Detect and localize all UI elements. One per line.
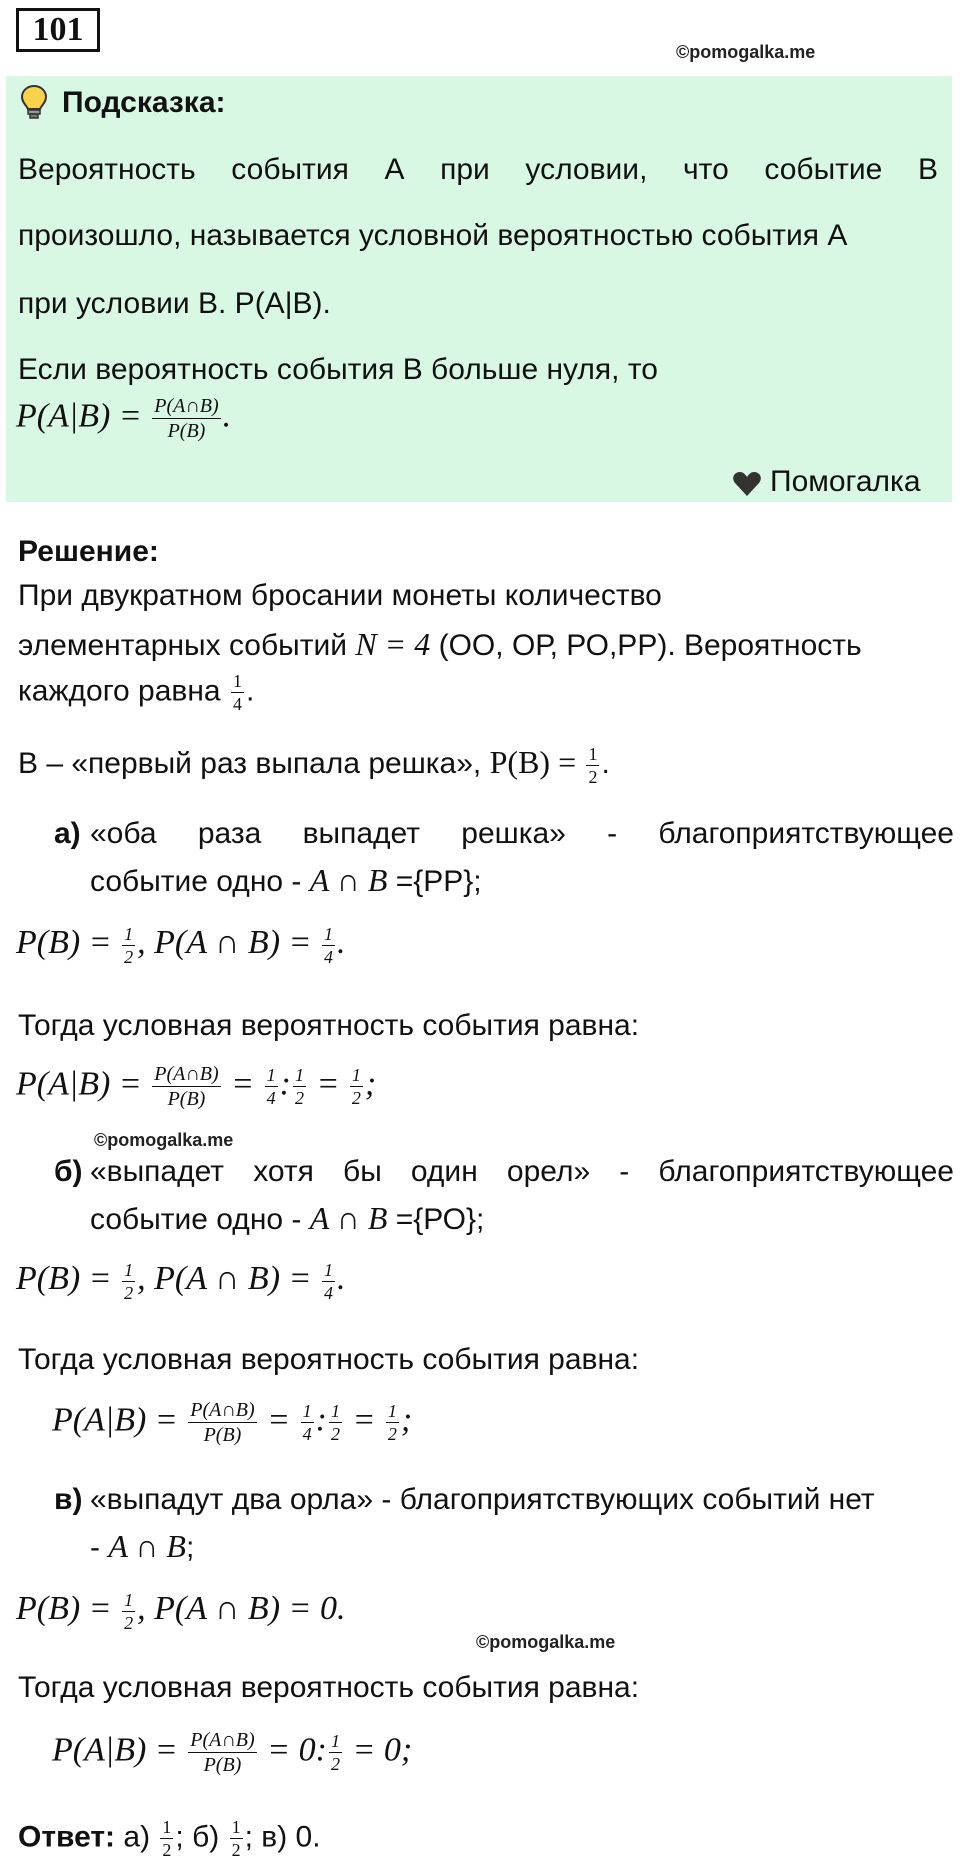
part-a-line2-b: ={РР};	[395, 865, 482, 898]
part-c-res-lhs: P(A|B) =	[52, 1731, 178, 1769]
hint-formula	[16, 396, 231, 441]
part-b-colon: :	[315, 1401, 327, 1439]
part-c-label: в)	[54, 1483, 83, 1516]
part-c-line2	[90, 1528, 194, 1566]
part-a-pab-den: 4	[323, 946, 333, 967]
solution-p4	[18, 744, 610, 786]
part-b-f3-den: 2	[387, 1424, 397, 1444]
solution-p2	[18, 626, 862, 664]
answer-a-frac	[160, 1818, 173, 1859]
part-a-colon: :	[279, 1065, 291, 1103]
part-b-line2-math: A ∩ B	[309, 1200, 388, 1236]
part-b-pb-frac	[122, 1261, 135, 1302]
part-b-res-lhs: P(A|B) =	[52, 1401, 178, 1439]
part-c-pb: P(B) =	[16, 1590, 112, 1627]
part-a-probs	[16, 924, 345, 966]
watermark-top: ©pomogalka.me	[676, 42, 816, 62]
part-b-result	[52, 1400, 412, 1445]
part-a-pab: , P(A ∩ B) =	[137, 924, 312, 961]
watermark-bottom: ©pomogalka.me	[476, 1632, 616, 1652]
part-b-f2-den: 2	[330, 1424, 340, 1444]
hint-formula-lhs: P(A|B) =	[16, 397, 142, 435]
part-a-res-num: P(A∩B)	[154, 1063, 219, 1085]
part-c-result	[52, 1730, 412, 1775]
part-c-pab: , P(A ∩ B) = 0.	[137, 1590, 346, 1627]
part-c-pb-frac	[122, 1591, 135, 1632]
part-a-res-frac	[152, 1064, 220, 1109]
answer-b: ; б)	[175, 1820, 220, 1854]
part-b-semi: ;	[400, 1401, 413, 1439]
part-b-eq1: =	[267, 1401, 291, 1439]
part-a-eq1: =	[231, 1065, 255, 1103]
part-a-line1: «оба раза выпадет решка» - благоприятствующее	[90, 817, 954, 850]
answer-a-num: 1	[162, 1817, 172, 1837]
part-b-pb: P(B) =	[16, 1260, 112, 1297]
part-a-f2	[293, 1066, 306, 1107]
solution-p4-frac	[586, 745, 599, 786]
part-a-pb: P(B) =	[16, 924, 112, 961]
part-b-f1	[301, 1402, 314, 1443]
part-b-line2-b: ={РО};	[395, 1203, 485, 1236]
part-a-f1	[265, 1066, 278, 1107]
solution-p3-dot: .	[245, 674, 255, 708]
part-c-res-end: = 0;	[352, 1731, 413, 1769]
part-a-pb-frac	[122, 925, 135, 966]
part-b-res-den: P(B)	[203, 1424, 242, 1446]
part-b-f2-num: 1	[330, 1401, 340, 1421]
part-a-probs-dot: .	[336, 924, 346, 961]
problem-number: 101	[16, 8, 100, 52]
hint-line-4: Если вероятность события В больше нуля, то	[18, 353, 658, 386]
lightbulb-icon	[20, 84, 48, 125]
part-c-line2-a: -	[90, 1531, 100, 1564]
part-b-f1-den: 4	[302, 1424, 312, 1444]
hint-title: Подсказка:	[62, 86, 226, 119]
solution-title: Решение:	[18, 535, 159, 568]
part-a-then: Тогда условная вероятность события равна:	[18, 1009, 640, 1042]
part-a-line2	[90, 862, 482, 900]
answer-c: ; в) 0.	[244, 1820, 321, 1854]
part-c-pb-num: 1	[124, 1589, 134, 1610]
solution-p4-a: В – «первый раз выпала решка»,	[18, 747, 482, 780]
part-b-pb-num: 1	[124, 1259, 134, 1280]
part-a-line2-a: событие одно -	[90, 865, 302, 898]
solution-p2-a: элементарных событий	[18, 629, 347, 662]
part-b-pab: , P(A ∩ B) =	[137, 1260, 312, 1297]
answer-label: Ответ:	[18, 1820, 116, 1854]
solution-p3-text: каждого равна	[18, 674, 221, 708]
solution-p2-b: (ОО, ОР, РО,РР). Вероятность	[438, 629, 862, 662]
answer-b-num: 1	[231, 1817, 241, 1837]
part-b-probs	[16, 1260, 345, 1302]
part-a-res-den: P(B)	[167, 1088, 206, 1110]
part-c-res-num: P(A∩B)	[190, 1729, 255, 1751]
part-a-f1-den: 4	[266, 1088, 276, 1108]
solution-p3-num: 1	[232, 671, 242, 691]
part-c-f2-den: 2	[330, 1754, 340, 1774]
heart-icon	[732, 470, 762, 503]
part-a-pab-num: 1	[323, 923, 333, 944]
part-a-f3-num: 1	[351, 1065, 361, 1085]
hint-line-2: произошло, называется условной вероятностью события А	[18, 219, 848, 252]
part-b-f3	[386, 1402, 399, 1443]
hint-line-1: Вероятность события А при условии, что событие В	[18, 153, 938, 186]
solution-p1: При двукратном бросании монеты количество	[18, 579, 662, 612]
hint-formula-fraction	[152, 396, 220, 441]
part-c-line1: «выпадут два орла» - благоприятствующих событий нет	[90, 1483, 875, 1516]
solution-p2-math: N = 4	[355, 626, 431, 662]
part-a-f3-den: 2	[351, 1088, 361, 1108]
part-b-line1: «выпадет хотя бы один орел» - благоприятствующее	[90, 1155, 954, 1188]
solution-p3-frac	[231, 672, 244, 713]
hint-line-3: при условии В. Р(А|В).	[18, 287, 331, 320]
part-b-line2-a: событие одно -	[90, 1203, 302, 1236]
part-a-f1-num: 1	[266, 1065, 276, 1085]
hint-formula-den: P(B)	[167, 420, 206, 442]
part-b-then: Тогда условная вероятность события равна:	[18, 1343, 640, 1376]
part-a-pab-frac	[322, 925, 335, 966]
part-c-line2-b: ;	[185, 1531, 195, 1564]
solution-p4-num: 1	[588, 743, 598, 764]
part-b-f3-num: 1	[387, 1401, 397, 1421]
part-c-pb-den: 2	[124, 1612, 134, 1633]
part-a-label: а)	[54, 817, 81, 850]
answer	[18, 1818, 321, 1859]
part-b-label: б)	[54, 1155, 83, 1188]
part-a-line2-math: A ∩ B	[309, 862, 388, 898]
solution-p3-den: 4	[232, 694, 242, 714]
part-b-pab-num: 1	[323, 1259, 333, 1280]
part-a-f3	[350, 1066, 363, 1107]
part-c-f2	[329, 1732, 342, 1773]
part-b-f2	[329, 1402, 342, 1443]
solution-p4-den: 2	[588, 766, 598, 787]
part-b-probs-dot: .	[336, 1260, 346, 1297]
part-c-eq1: =	[267, 1731, 291, 1769]
part-c-res-den: P(B)	[203, 1754, 242, 1776]
part-b-line2	[90, 1200, 484, 1238]
part-b-res-num: P(A∩B)	[190, 1399, 255, 1421]
solution-p4-math: P(B) =	[489, 744, 577, 780]
part-b-pab-frac	[322, 1261, 335, 1302]
answer-a-den: 2	[162, 1840, 172, 1860]
part-c-then: Тогда условная вероятность события равна:	[18, 1671, 640, 1704]
part-b-eq2: =	[352, 1401, 376, 1439]
part-a-semi: ;	[364, 1065, 377, 1103]
part-b-res-frac	[188, 1400, 256, 1445]
part-b-pb-den: 2	[124, 1282, 134, 1303]
part-c-probs	[16, 1590, 345, 1632]
part-b-pab-den: 4	[323, 1282, 333, 1303]
part-a-pb-num: 1	[124, 923, 134, 944]
part-b-f1-num: 1	[302, 1401, 312, 1421]
part-a-res-lhs: P(A|B) =	[16, 1065, 142, 1103]
part-c-f2-num: 1	[330, 1731, 340, 1751]
solution-p4-dot: .	[601, 747, 610, 780]
watermark-mid: ©pomogalka.me	[94, 1130, 234, 1150]
part-c-colon: :	[315, 1731, 327, 1769]
part-a-f2-num: 1	[294, 1065, 304, 1085]
part-a-eq2: =	[316, 1065, 340, 1103]
answer-b-frac	[230, 1818, 243, 1859]
part-a-pb-den: 2	[124, 946, 134, 967]
part-c-zero: 0	[298, 1731, 316, 1769]
hint-formula-end: .	[222, 397, 232, 435]
hint-formula-num: P(A∩B)	[154, 395, 219, 417]
part-c-res-frac	[188, 1730, 256, 1775]
answer-a: а)	[123, 1820, 151, 1854]
part-a-result	[16, 1064, 376, 1109]
part-c-line2-math: A ∩ B	[108, 1528, 186, 1564]
solution-p3	[18, 672, 254, 713]
hint-brand: Помогалка	[770, 465, 921, 498]
part-a-f2-den: 2	[294, 1088, 304, 1108]
answer-b-den: 2	[231, 1840, 241, 1860]
